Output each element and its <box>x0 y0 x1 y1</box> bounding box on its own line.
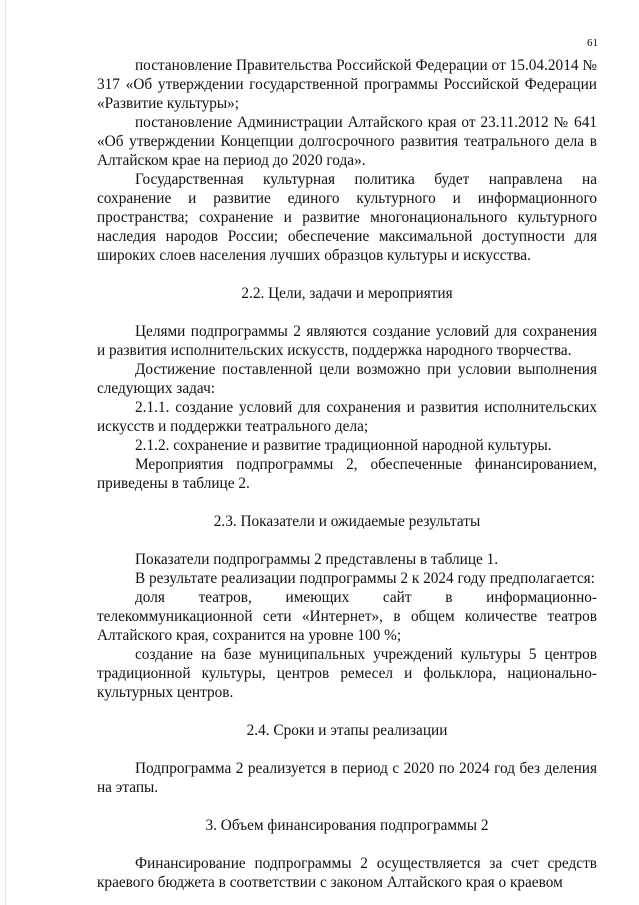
section-heading: 2.4. Сроки и этапы реализации <box>246 722 448 739</box>
body-paragraph: В результате реализации подпрограммы 2 к 2024 году предполагается: <box>135 570 595 587</box>
document-body <box>97 56 597 892</box>
body-paragraph: Финансирование подпрограммы 2 осуществляется за счет средств краевого бюджета в соответствии с законом Алтайского края о краевом <box>97 855 597 891</box>
page-number: 61 <box>587 37 598 49</box>
section-spacer <box>97 797 597 816</box>
section-spacer <box>97 702 597 721</box>
body-paragraph: Показатели подпрограммы 2 представлены в таблице 1. <box>135 551 499 568</box>
section-spacer <box>97 531 597 550</box>
body-paragraph: Целями подпрограммы 2 являются создание условий для сохранения и развития исполнительских искусств, поддержка народного творчества. <box>97 323 597 359</box>
body-paragraph: Государственная культурная политика будет направлена на сохранение и развитие единого культурного и информационного пространства; сохранение и развитие многонационального культурного наследия народов России; обеспечение максимальной доступности для широких слоев населения лучших образцов культуры и искусства. <box>97 171 597 264</box>
body-paragraph: постановление Правительства Российской Федерации от 15.04.2014 № 317 «Об утверждении государственной программы Российской Федерации «Развитие культуры»; <box>97 57 597 112</box>
section-heading: 3. Объем финансирования подпрограммы 2 <box>205 817 489 834</box>
body-paragraph: постановление Администрации Алтайского края от 23.11.2012 № 641 «Об утверждении Концепции долгосрочного развития театрального дела в Алтайском крае на период до 2020 года». <box>97 114 597 169</box>
section-spacer <box>97 835 597 854</box>
section-spacer <box>97 740 597 759</box>
body-paragraph: доля театров, имеющих сайт в информационно-телекоммуникационной сети «Интернет», в общем количестве театров Алтайского края, сохранится на уровне 100 %; <box>97 589 597 644</box>
body-paragraph: 2.1.1. создание условий для сохранения и развития исполнительских искусств и поддержки театрального дела; <box>97 399 597 435</box>
scan-edge-line <box>5 0 6 905</box>
body-paragraph: Подпрограмма 2 реализуется в период с 2020 по 2024 год без деления на этапы. <box>97 760 597 796</box>
section-heading: 2.2. Цели, задачи и мероприятия <box>241 285 453 302</box>
body-paragraph: Мероприятия подпрограммы 2, обеспеченные финансированием, приведены в таблице 2. <box>97 456 597 492</box>
body-paragraph: Достижение поставленной цели возможно при условии выполнения следующих задач: <box>97 361 597 397</box>
body-paragraph: 2.1.2. сохранение и развитие традиционной народной культуры. <box>135 437 552 454</box>
section-spacer <box>97 265 597 284</box>
body-paragraph: создание на базе муниципальных учреждений культуры 5 центров традиционной культуры, центров ремесел и фольклора, национально-культурных центров. <box>97 646 597 701</box>
section-heading: 2.3. Показатели и ожидаемые результаты <box>213 513 481 530</box>
section-spacer <box>97 303 597 322</box>
section-spacer <box>97 493 597 512</box>
